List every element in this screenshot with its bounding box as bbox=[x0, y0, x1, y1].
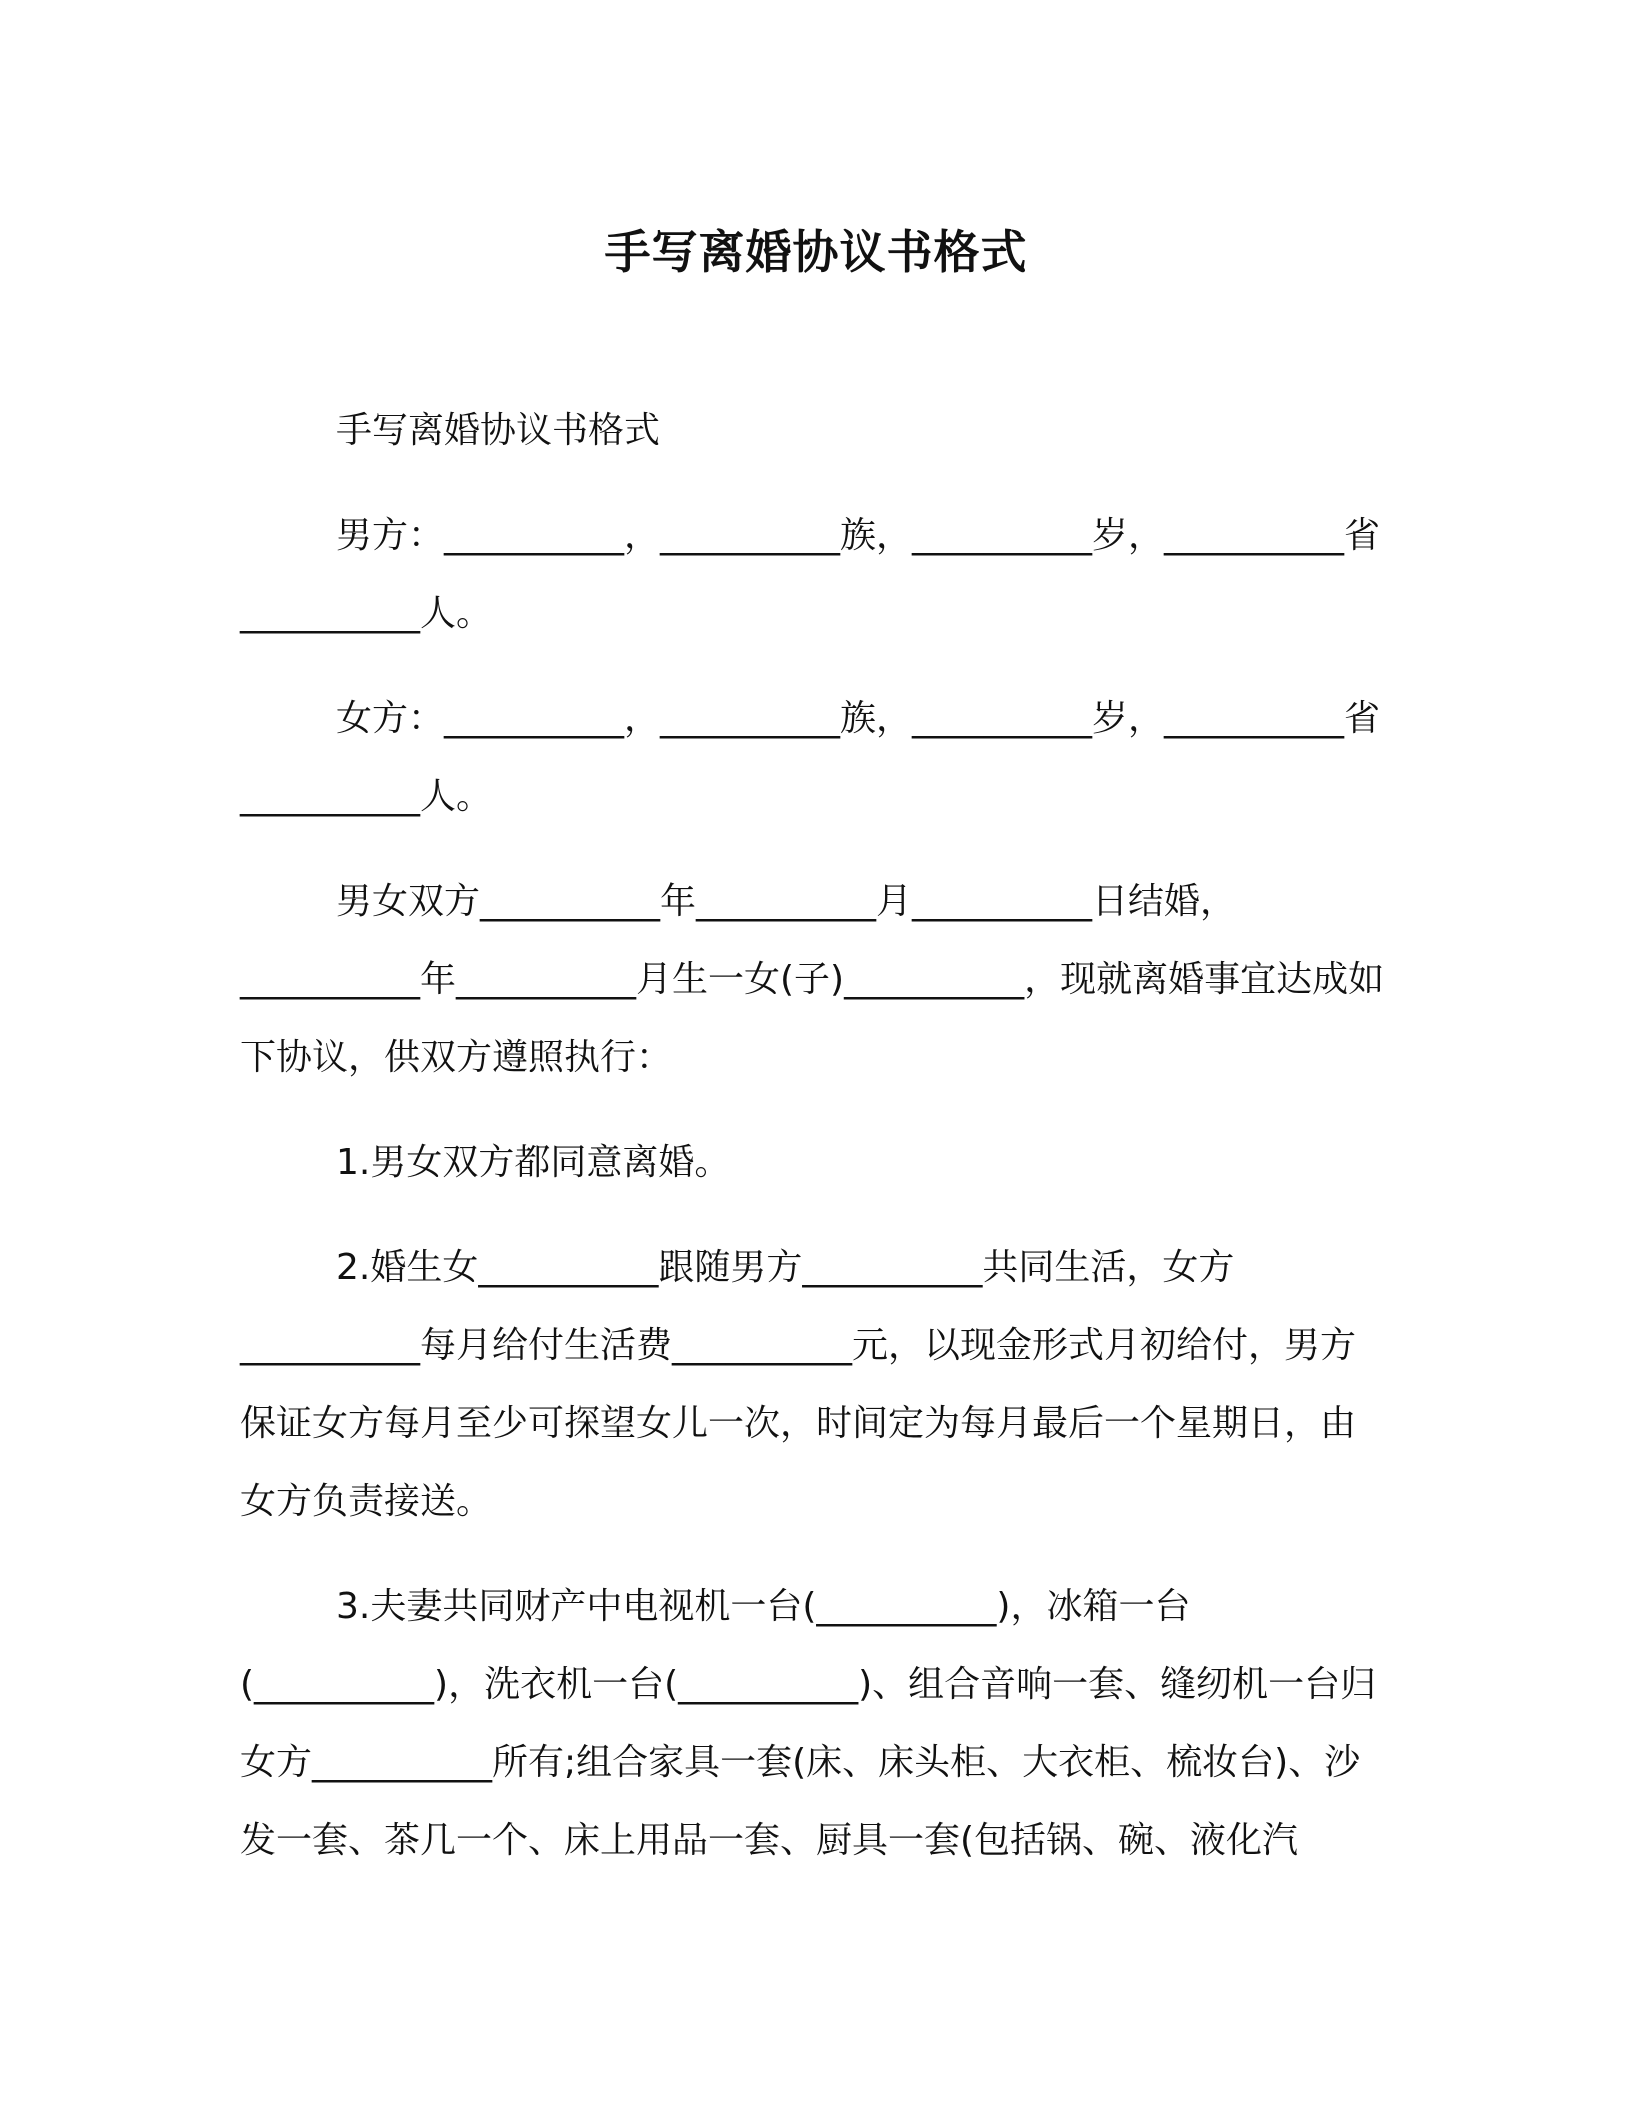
paragraph-clause-2: 2.婚生女__________跟随男方__________共同生活，女方__________每月给付生活费__________元，以现金形式月初给付，男方保证女方每月至少可探望女儿一次，时间定为每月最后一个星期日，由女方负责接送。 bbox=[240, 1247, 1357, 1522]
paragraph-male-party: 男方：__________，__________族，__________岁，__________省__________人。 bbox=[240, 515, 1381, 634]
document-title: 手写离婚协议书格式 bbox=[604, 225, 1028, 279]
document-body bbox=[240, 392, 1390, 1880]
paragraph-clause-3: 3.夫妻共同财产中电视机一台(__________)，冰箱一台(__________)，洗衣机一台(__________)、组合音响一套、缝纫机一台归女方__________所有;组合家具一套(床、床头柜、大衣柜、梳妆台)、沙发一套、茶几一个、床上用品一套、厨具一套(包括锅、碗、液化汽 bbox=[240, 1586, 1377, 1861]
paragraph-subtitle: 手写离婚协议书格式 bbox=[336, 410, 661, 451]
paragraph-female-party: 女方：__________，__________族，__________岁，__________省__________人。 bbox=[240, 698, 1381, 817]
paragraph-clause-1: 1.男女双方都同意离婚。 bbox=[336, 1142, 731, 1183]
paragraph-marriage-info: 男女双方__________年__________月__________日结婚，__________年__________月生一女(子)__________，现就离婚事宜达成如下协议，供双方遵照执行： bbox=[240, 881, 1385, 1078]
